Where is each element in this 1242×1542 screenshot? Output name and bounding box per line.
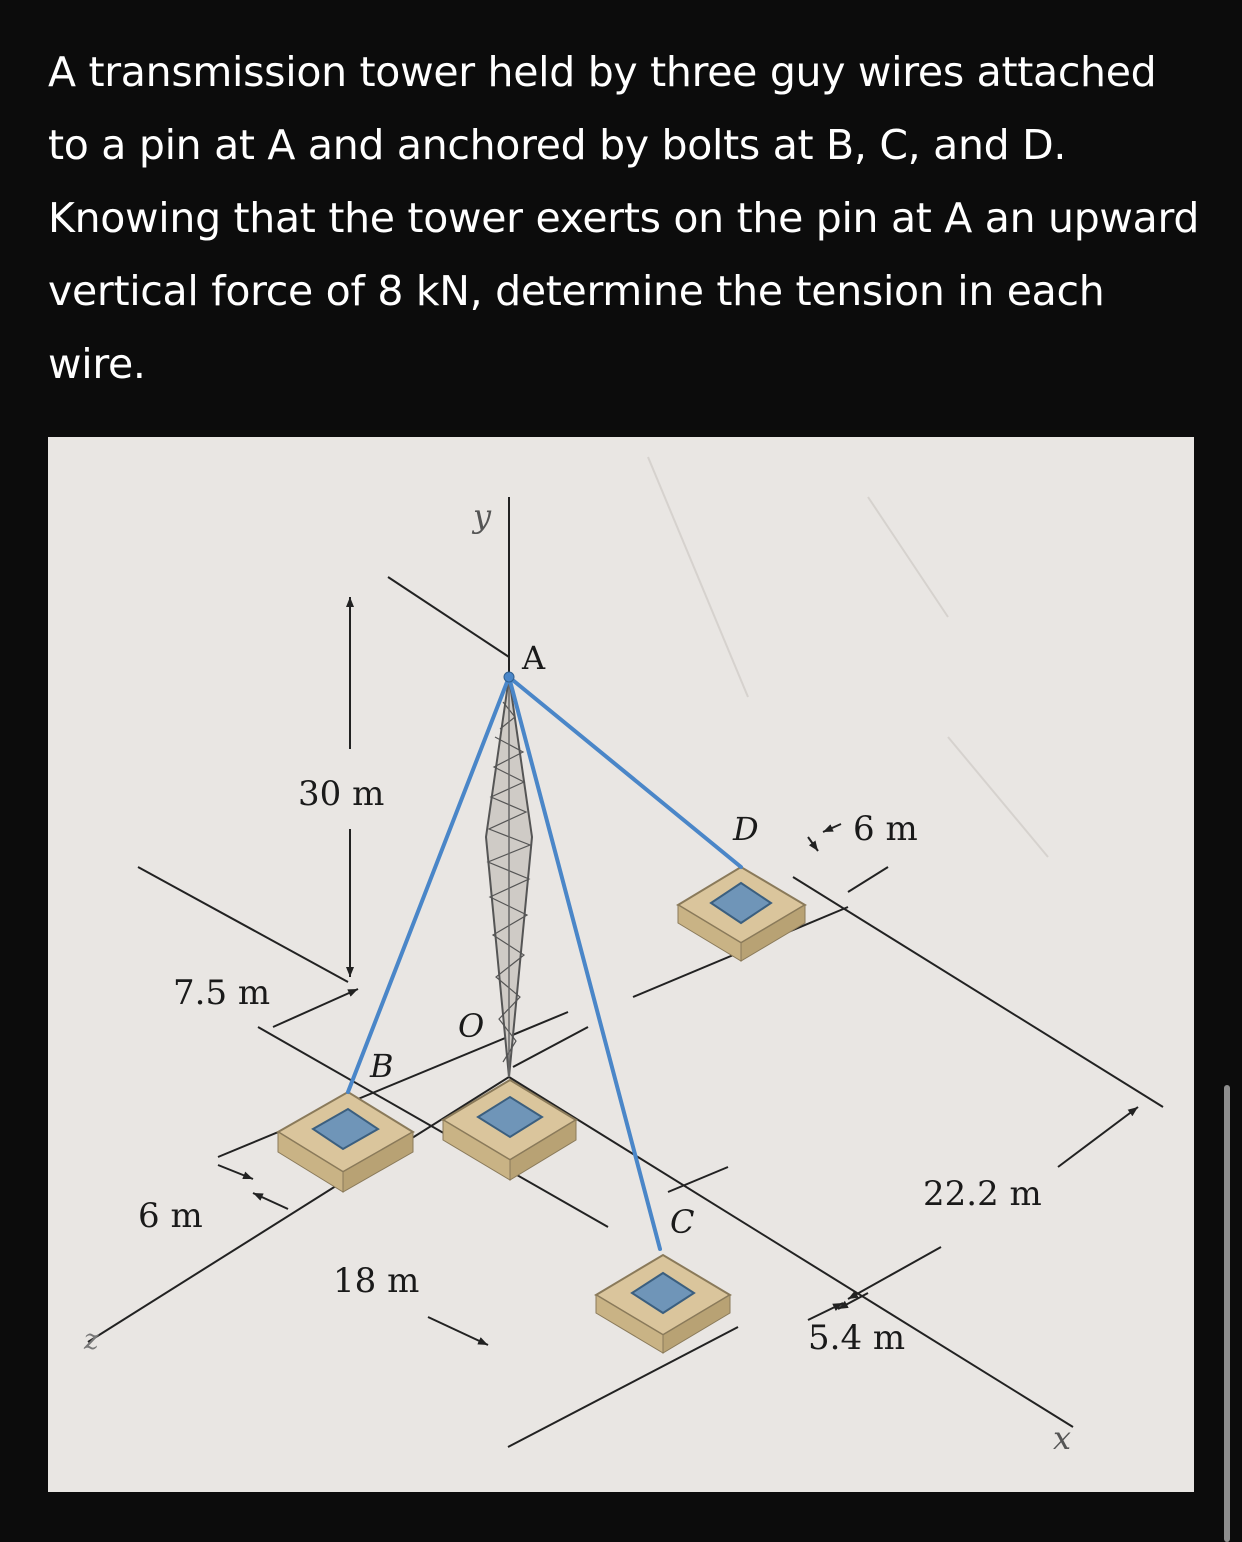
tower-diagram bbox=[48, 437, 1194, 1492]
diagram-svg bbox=[48, 437, 1194, 1492]
anchor-base-d bbox=[678, 867, 805, 961]
wire-ab bbox=[348, 677, 509, 1092]
dim-b-z: 7.5 m bbox=[173, 973, 271, 1013]
dim-c-z: 5.4 m bbox=[808, 1318, 906, 1358]
dim-cd-x: 22.2 m bbox=[923, 1174, 1042, 1214]
anchor-base-b bbox=[278, 1092, 413, 1192]
dim-b-x: 18 m bbox=[333, 1261, 420, 1301]
label-o: O bbox=[458, 1007, 485, 1045]
x-axis bbox=[509, 1077, 1073, 1427]
dim-d-z: 6 m bbox=[853, 809, 918, 849]
background-texture bbox=[648, 457, 1048, 857]
wire-ad bbox=[509, 677, 741, 867]
label-axis-z: z bbox=[84, 1323, 99, 1356]
label-b: B bbox=[370, 1047, 394, 1085]
label-axis-y: y bbox=[473, 497, 492, 535]
anchor-base-c bbox=[596, 1255, 730, 1353]
label-axis-x: x bbox=[1053, 1419, 1072, 1457]
pin-a bbox=[504, 672, 514, 682]
label-c: C bbox=[670, 1203, 695, 1241]
question-text: A transmission tower held by three guy wires attached to a pin at A and anchored by bolts at B, C, and D. Knowing that the tower exerts on the pin at A an upward vertical force of 8 kN, determine the tension in each wire. bbox=[48, 48, 1200, 388]
label-d: D bbox=[733, 810, 759, 848]
dim-height: 30 m bbox=[298, 774, 385, 814]
guy-wires bbox=[348, 677, 741, 1249]
label-a: A bbox=[522, 639, 546, 677]
anchor-base-o bbox=[443, 1080, 576, 1180]
scrollbar[interactable] bbox=[1224, 1085, 1230, 1542]
dim-b-x-small: 6 m bbox=[138, 1196, 203, 1236]
